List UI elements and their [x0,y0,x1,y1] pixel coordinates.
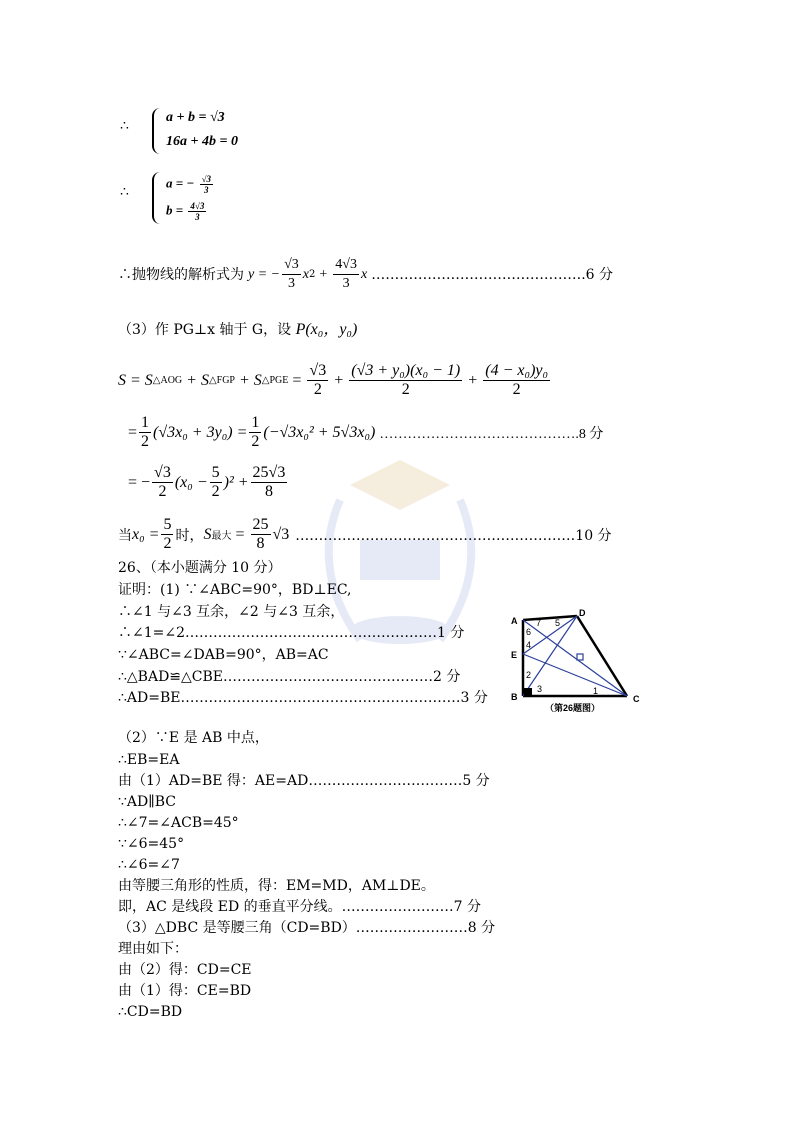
frac-den: 2 [158,483,167,500]
system-brace [152,172,164,224]
shi-text: 时， [175,527,204,544]
label-e: E [511,650,518,660]
subscript: 最大 [211,531,232,542]
frac-num: (√3 + y₀)(x₀ − 1) [351,362,461,379]
expr: x₀ = [132,525,160,543]
parabola-y: y = − [248,266,281,282]
proof-line: （2）∵E 是 AB 中点， [118,730,269,746]
proof-line: ∵AD∥BC [118,794,176,810]
var-x: x [360,266,368,282]
area-frac-3 [483,362,550,399]
frac-num: √3 [309,362,327,379]
max-area-line [118,516,612,553]
frac-den: 3 [287,276,295,291]
system-brace [152,108,164,154]
score-dots: …………………………………….8 分 [379,426,604,442]
frac-num: (4 − x₀)y₀ [485,362,549,379]
parabola-frac-1 [282,256,301,293]
equals: = − [128,473,151,491]
plus-sign: + [468,371,478,389]
proof-line: ∴CD=BD [118,1004,183,1020]
proof-line: 由（2）得：CD=CE [118,962,252,978]
frac-den: 8 [256,535,265,552]
point-p: P(x₀，y₀) [295,321,358,338]
frac-num: 5 [211,464,220,481]
frac-num: 1 [251,414,260,431]
area-lhs: S = S [118,371,153,389]
area-frac-2 [349,362,462,399]
frac [161,516,173,553]
frac-den: 2 [211,483,220,500]
frac [251,464,288,501]
equals: = [128,423,138,441]
frac-den: 2 [251,433,260,450]
expr: (√3x₀ + 3y₀) = [153,423,248,441]
half-frac [139,414,151,451]
label-a: A [511,616,518,626]
a-num: √3 [201,174,211,184]
b-fraction [188,201,206,222]
area-step-2 [128,414,603,451]
parabola-text: ∴抛物线的解析式为 [118,266,244,283]
area-step-3 [128,464,289,501]
frac-num: 5 [163,516,172,533]
frac-num: 25√3 [252,464,286,481]
frac-den: 2 [401,381,410,398]
area-term: + S [186,371,209,389]
frac [251,516,271,553]
part3-intro [118,320,357,340]
plus-sign: + [334,371,344,389]
proof-line: 由（1）AD=BE 得：AE=AD……………………………5 分 [118,773,490,789]
proof-line: ∵∠6=45° [118,836,185,852]
frac-num: 25 [252,516,269,533]
area-equation [118,362,552,399]
angle-4: 4 [526,640,532,650]
var-s: S [203,525,212,543]
proof-line: ∵∠ABC=∠DAB=90°，AB=AC [118,647,329,663]
area-frac-1 [307,362,328,399]
b-lhs: b = [166,202,184,218]
figure-caption: （第26题图） [545,703,601,713]
angle-6: 6 [526,627,532,637]
therefore-symbol: ∴ [120,184,129,200]
score-dots: ……………………………………………………10 分 [295,527,612,544]
exponent: 2 [309,268,316,280]
frac-num: √3 [282,256,301,275]
angle-1: 1 [593,686,599,696]
proof-line: ∴∠1=∠2………………………………………………1 分 [118,625,465,641]
score-dots: ……………………………………….6 分 [371,266,614,283]
frac-den: 2 [141,433,150,450]
a-lhs: a = − [166,175,195,191]
frac-den: 2 [313,381,322,398]
expr: )² + [223,473,249,491]
parabola-line [118,256,613,293]
proof-line: ∴AD=BE……………………………………………………3 分 [118,690,488,706]
therefore-symbol: ∴ [120,118,129,134]
angle-5: 5 [555,618,561,628]
subscript: △AOG [152,375,183,386]
proof-line: ∴∠7=∠ACB=45° [118,815,239,831]
proof-line: （3）△DBC 是等腰三角（CD=BD）……………………8 分 [118,920,496,936]
a-fraction [200,174,213,195]
part3-text: （3）作 PG⊥x 轴于 G，设 [118,322,292,338]
label-b: B [511,692,518,702]
proof-line: ∴△BAD≌△CBE………………………………………2 分 [118,669,461,685]
frac [152,464,173,501]
sqrt-3: √3 [272,525,290,543]
frac-den: 8 [264,483,273,500]
frac-den: 2 [512,381,521,398]
proof-line: 理由如下： [118,941,188,957]
frac [210,464,222,501]
geometry-figure [505,608,647,716]
var-x: x [302,266,310,282]
equals: = [292,371,302,389]
proof-line: 即，AC 是线段 ED 的垂直平分线。……………………7 分 [118,899,481,915]
frac-num: 4√3 [333,256,359,275]
frac-den: 3 [342,276,350,291]
b-den: 3 [195,212,200,222]
expr: (−√3x₀² + 5√3x₀) [263,423,376,441]
frac-num: 1 [141,414,150,431]
solution-b [166,201,208,222]
label-c: C [633,694,640,704]
frac-num: √3 [154,464,171,481]
plus-sign: + [319,266,328,282]
angle-3: 3 [537,684,543,694]
equals: = [235,525,245,543]
angle-2: 2 [526,670,532,680]
equation-2: 16a + 4b = 0 [166,134,238,149]
area-term: + S [239,371,262,389]
q26-title: 26、（本小题满分 10 分） [118,560,282,576]
label-d: D [579,608,586,618]
a-den: 3 [204,185,209,195]
when-text: 当 [118,527,132,544]
subscript: △PGE [261,375,289,386]
expr: (x₀ − [174,473,208,491]
proof-line: 由（1）得：CE=BD [118,983,252,999]
frac-den: 2 [163,535,172,552]
proof-line: 证明：(1) ∵∠ABC=90°，BD⊥EC, [118,582,352,598]
proof-line: ∴∠6=∠7 [118,857,180,873]
angle-7: 7 [536,618,542,628]
proof-line: ∴∠1 与∠3 互余，∠2 与∠3 互余， [118,604,345,620]
solution-a [166,174,215,195]
b-num: 4√3 [190,201,205,211]
subscript: △FGP [208,375,235,386]
proof-line: ∴EB=EA [118,752,180,768]
equation-1: a + b = √3 [166,110,225,125]
proof-line: 由等腰三角形的性质，得：EM=MD，AM⊥DE。 [118,878,435,894]
half-frac [249,414,261,451]
parabola-frac-2 [333,256,359,293]
